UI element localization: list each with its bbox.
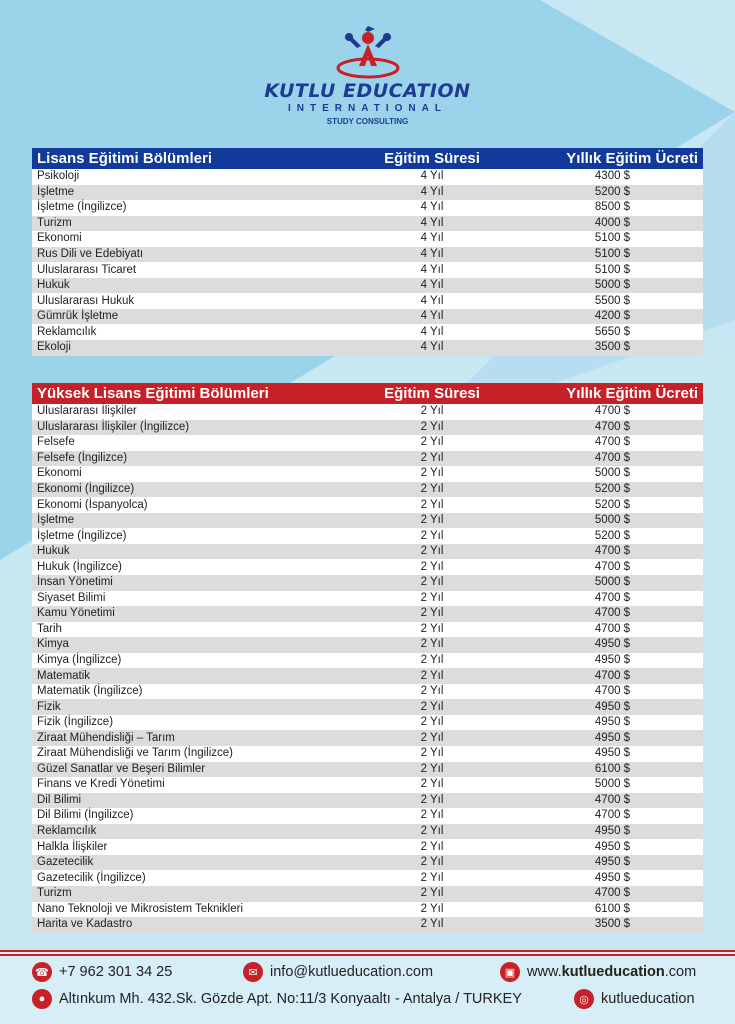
program-duration: 2 Yıl — [342, 668, 522, 684]
program-duration: 4 Yıl — [342, 309, 522, 325]
program-duration: 2 Yıl — [342, 839, 522, 855]
program-name: Psikoloji — [32, 169, 342, 185]
table-row — [32, 870, 703, 886]
program-name: İşletme — [32, 185, 342, 201]
program-duration: 4 Yıl — [342, 262, 522, 278]
phone-number: +7 962 301 34 25 — [59, 964, 173, 980]
program-name: Reklamcılık — [32, 824, 342, 840]
program-fee: 5000 $ — [522, 278, 703, 294]
mail-icon: ✉ — [243, 962, 263, 982]
program-name: Kimya — [32, 637, 342, 653]
program-name: Gümrük İşletme — [32, 309, 342, 325]
program-name: İnsan Yönetimi — [32, 575, 342, 591]
table-row — [32, 668, 703, 684]
program-name: Uluslararası Hukuk — [32, 293, 342, 309]
table-row — [32, 839, 703, 855]
table-row — [32, 917, 703, 933]
web-icon: ▣ — [500, 962, 520, 982]
program-duration: 2 Yıl — [342, 777, 522, 793]
program-duration: 2 Yıl — [342, 420, 522, 436]
table-row — [32, 575, 703, 591]
table-row — [32, 324, 703, 340]
program-fee: 4950 $ — [522, 699, 703, 715]
program-fee: 6100 $ — [522, 762, 703, 778]
program-duration: 4 Yıl — [342, 340, 522, 356]
table-row — [32, 808, 703, 824]
program-name: Kamu Yönetimi — [32, 606, 342, 622]
program-fee: 4700 $ — [522, 668, 703, 684]
program-name: Hukuk — [32, 278, 342, 294]
program-duration: 2 Yıl — [342, 808, 522, 824]
program-duration: 2 Yıl — [342, 466, 522, 482]
table-row — [32, 699, 703, 715]
column-header-fee: Yıllık Eğitim Ücreti — [522, 148, 703, 169]
program-duration: 2 Yıl — [342, 575, 522, 591]
program-fee: 5100 $ — [522, 262, 703, 278]
footer-divider — [0, 954, 735, 956]
footer-email[interactable] — [243, 962, 433, 982]
program-name: Rus Dili ve Edebiyatı — [32, 247, 342, 263]
table-row — [32, 293, 703, 309]
program-name: Fizik (İngilizce) — [32, 715, 342, 731]
program-name: Gazetecilik (İngilizce) — [32, 870, 342, 886]
program-duration: 2 Yıl — [342, 699, 522, 715]
program-name: Gazetecilik — [32, 855, 342, 871]
program-duration: 2 Yıl — [342, 824, 522, 840]
program-fee: 6100 $ — [522, 902, 703, 918]
program-duration: 2 Yıl — [342, 591, 522, 607]
column-header-duration: Eğitim Süresi — [342, 148, 522, 169]
phone-icon: ☎ — [32, 962, 52, 982]
program-name: Tarih — [32, 622, 342, 638]
table-row — [32, 216, 703, 232]
program-name: Matematik — [32, 668, 342, 684]
program-name: Matematik (İngilizce) — [32, 684, 342, 700]
program-fee: 3500 $ — [522, 340, 703, 356]
program-name: Felsefe (İngilizce) — [32, 451, 342, 467]
program-fee: 4950 $ — [522, 637, 703, 653]
table-row — [32, 513, 703, 529]
footer-address — [32, 989, 522, 1009]
program-name: Dil Bilimi — [32, 793, 342, 809]
program-fee: 5200 $ — [522, 482, 703, 498]
program-fee: 4700 $ — [522, 808, 703, 824]
table-row — [32, 902, 703, 918]
program-name: Harita ve Kadastro — [32, 917, 342, 933]
program-duration: 4 Yıl — [342, 324, 522, 340]
table-header-row — [32, 383, 703, 404]
column-header-fee: Yıllık Eğitim Ücreti — [522, 383, 703, 404]
program-duration: 4 Yıl — [342, 169, 522, 185]
program-duration: 2 Yıl — [342, 544, 522, 560]
program-fee: 8500 $ — [522, 200, 703, 216]
header — [0, 0, 735, 140]
table-row — [32, 824, 703, 840]
program-fee: 3500 $ — [522, 917, 703, 933]
table-row — [32, 746, 703, 762]
table-row — [32, 886, 703, 902]
table-row — [32, 451, 703, 467]
program-name: Turizm — [32, 216, 342, 232]
table-row — [32, 528, 703, 544]
program-name: Reklamcılık — [32, 324, 342, 340]
program-name: Ekonomi (İspanyolca) — [32, 497, 342, 513]
program-fee: 5100 $ — [522, 231, 703, 247]
table-row — [32, 231, 703, 247]
program-name: Nano Teknoloji ve Mikrosistem Teknikleri — [32, 902, 342, 918]
program-fee: 4700 $ — [522, 404, 703, 420]
table-row — [32, 793, 703, 809]
table-row — [32, 622, 703, 638]
program-fee: 4950 $ — [522, 855, 703, 871]
program-duration: 2 Yıl — [342, 559, 522, 575]
program-name: Fizik — [32, 699, 342, 715]
table-row — [32, 340, 703, 356]
program-fee: 4950 $ — [522, 746, 703, 762]
program-name: Ziraat Mühendisliği – Tarım — [32, 730, 342, 746]
program-name: Uluslararası Ticaret — [32, 262, 342, 278]
table-row — [32, 637, 703, 653]
program-name: Siyaset Bilimi — [32, 591, 342, 607]
table-row — [32, 559, 703, 575]
program-fee: 4950 $ — [522, 653, 703, 669]
table-row — [32, 262, 703, 278]
program-fee: 4700 $ — [522, 451, 703, 467]
bachelor-programs-table — [32, 148, 703, 356]
program-fee: 4700 $ — [522, 622, 703, 638]
instagram-handle: kutlueducation — [601, 991, 695, 1007]
program-name: Finans ve Kredi Yönetimi — [32, 777, 342, 793]
program-duration: 2 Yıl — [342, 653, 522, 669]
program-fee: 4700 $ — [522, 420, 703, 436]
location-icon: ● — [32, 989, 52, 1009]
program-duration: 4 Yıl — [342, 185, 522, 201]
table-row — [32, 435, 703, 451]
brand-name: KUTLU EDUCATION — [264, 80, 471, 102]
program-duration: 2 Yıl — [342, 637, 522, 653]
program-name: Felsefe — [32, 435, 342, 451]
website-prefix: www. — [527, 964, 562, 980]
program-fee: 5500 $ — [522, 293, 703, 309]
program-duration: 2 Yıl — [342, 902, 522, 918]
program-duration: 4 Yıl — [342, 231, 522, 247]
column-header-duration: Eğitim Süresi — [342, 383, 522, 404]
table-row — [32, 606, 703, 622]
address-text: Altınkum Mh. 432.Sk. Gözde Apt. No:11/3 Konyaaltı - Antalya / TURKEY — [59, 991, 522, 1007]
footer-divider — [0, 950, 735, 952]
program-duration: 2 Yıl — [342, 715, 522, 731]
program-duration: 2 Yıl — [342, 793, 522, 809]
program-fee: 5100 $ — [522, 247, 703, 263]
table-row — [32, 404, 703, 420]
footer-phone[interactable] — [32, 962, 172, 982]
table-row — [32, 309, 703, 325]
program-fee: 4700 $ — [522, 591, 703, 607]
table-row — [32, 544, 703, 560]
program-fee: 5650 $ — [522, 324, 703, 340]
program-fee: 4700 $ — [522, 793, 703, 809]
program-fee: 4950 $ — [522, 715, 703, 731]
program-duration: 2 Yıl — [342, 762, 522, 778]
brand-subtitle: INTERNATIONAL — [288, 103, 447, 114]
program-name: Hukuk (İngilizce) — [32, 559, 342, 575]
program-name: Ekoloji — [32, 340, 342, 356]
program-name: Dil Bilimi (İngilizce) — [32, 808, 342, 824]
program-duration: 2 Yıl — [342, 451, 522, 467]
program-fee: 4700 $ — [522, 435, 703, 451]
website-suffix: .com — [664, 964, 697, 980]
column-header-program: Yüksek Lisans Eğitimi Bölümleri — [32, 383, 342, 404]
program-fee: 4200 $ — [522, 309, 703, 325]
program-duration: 2 Yıl — [342, 917, 522, 933]
table-header-row — [32, 148, 703, 169]
master-programs-table — [32, 383, 703, 933]
program-fee: 5000 $ — [522, 466, 703, 482]
program-fee: 4950 $ — [522, 870, 703, 886]
program-duration: 2 Yıl — [342, 435, 522, 451]
program-duration: 4 Yıl — [342, 216, 522, 232]
program-name: İşletme (İngilizce) — [32, 528, 342, 544]
program-duration: 2 Yıl — [342, 730, 522, 746]
table-row — [32, 278, 703, 294]
program-duration: 2 Yıl — [342, 497, 522, 513]
table-row — [32, 762, 703, 778]
program-fee: 4950 $ — [522, 839, 703, 855]
table-row — [32, 247, 703, 263]
program-fee: 4700 $ — [522, 544, 703, 560]
brand-tagline: STUDY CONSULTING — [326, 117, 409, 126]
program-name: İşletme — [32, 513, 342, 529]
program-duration: 2 Yıl — [342, 622, 522, 638]
program-duration: 2 Yıl — [342, 886, 522, 902]
table-row — [32, 466, 703, 482]
table-row — [32, 200, 703, 216]
table-row — [32, 591, 703, 607]
program-name: Ekonomi — [32, 231, 342, 247]
program-name: Uluslararası İlişkiler — [32, 404, 342, 420]
program-name: Turizm — [32, 886, 342, 902]
logo-icon — [335, 24, 401, 82]
program-duration: 4 Yıl — [342, 200, 522, 216]
program-name: Kimya (İngilizce) — [32, 653, 342, 669]
program-name: Halkla İlişkiler — [32, 839, 342, 855]
program-duration: 2 Yıl — [342, 404, 522, 420]
table-row — [32, 420, 703, 436]
column-header-program: Lisans Eğitimi Bölümleri — [32, 148, 342, 169]
table-row — [32, 497, 703, 513]
table-row — [32, 684, 703, 700]
program-fee: 4300 $ — [522, 169, 703, 185]
program-name: Ekonomi (İngilizce) — [32, 482, 342, 498]
program-fee: 5200 $ — [522, 185, 703, 201]
program-fee: 5200 $ — [522, 497, 703, 513]
program-duration: 2 Yıl — [342, 746, 522, 762]
program-fee: 4700 $ — [522, 559, 703, 575]
table-row — [32, 653, 703, 669]
program-fee: 4700 $ — [522, 606, 703, 622]
program-fee: 4950 $ — [522, 824, 703, 840]
program-duration: 2 Yıl — [342, 855, 522, 871]
footer-instagram[interactable] — [574, 989, 695, 1009]
instagram-icon: ◎ — [574, 989, 594, 1009]
program-duration: 2 Yıl — [342, 684, 522, 700]
program-duration: 2 Yıl — [342, 482, 522, 498]
program-duration: 4 Yıl — [342, 278, 522, 294]
program-duration: 2 Yıl — [342, 606, 522, 622]
program-fee: 4700 $ — [522, 886, 703, 902]
program-fee: 5000 $ — [522, 575, 703, 591]
program-fee: 4000 $ — [522, 216, 703, 232]
program-fee: 5200 $ — [522, 528, 703, 544]
email-address: info@kutlueducation.com — [270, 964, 434, 980]
program-name: Hukuk — [32, 544, 342, 560]
program-duration: 4 Yıl — [342, 293, 522, 309]
website-name: kutlueducation — [561, 964, 665, 980]
program-fee: 4700 $ — [522, 684, 703, 700]
table-row — [32, 777, 703, 793]
table-row — [32, 715, 703, 731]
program-name: İşletme (İngilizce) — [32, 200, 342, 216]
program-name: Ziraat Mühendisliği ve Tarım (İngilizce) — [32, 746, 342, 762]
program-fee: 5000 $ — [522, 513, 703, 529]
program-fee: 5000 $ — [522, 777, 703, 793]
program-fee: 4950 $ — [522, 730, 703, 746]
program-name: Uluslararası İlişkiler (İngilizce) — [32, 420, 342, 436]
program-duration: 2 Yıl — [342, 513, 522, 529]
program-duration: 2 Yıl — [342, 528, 522, 544]
program-name: Ekonomi — [32, 466, 342, 482]
table-row — [32, 169, 703, 185]
program-duration: 2 Yıl — [342, 870, 522, 886]
table-row — [32, 185, 703, 201]
table-row — [32, 855, 703, 871]
program-name: Güzel Sanatlar ve Beşeri Bilimler — [32, 762, 342, 778]
program-duration: 4 Yıl — [342, 247, 522, 263]
table-row — [32, 482, 703, 498]
footer-website[interactable] — [500, 962, 696, 982]
table-row — [32, 730, 703, 746]
footer — [0, 950, 735, 1024]
